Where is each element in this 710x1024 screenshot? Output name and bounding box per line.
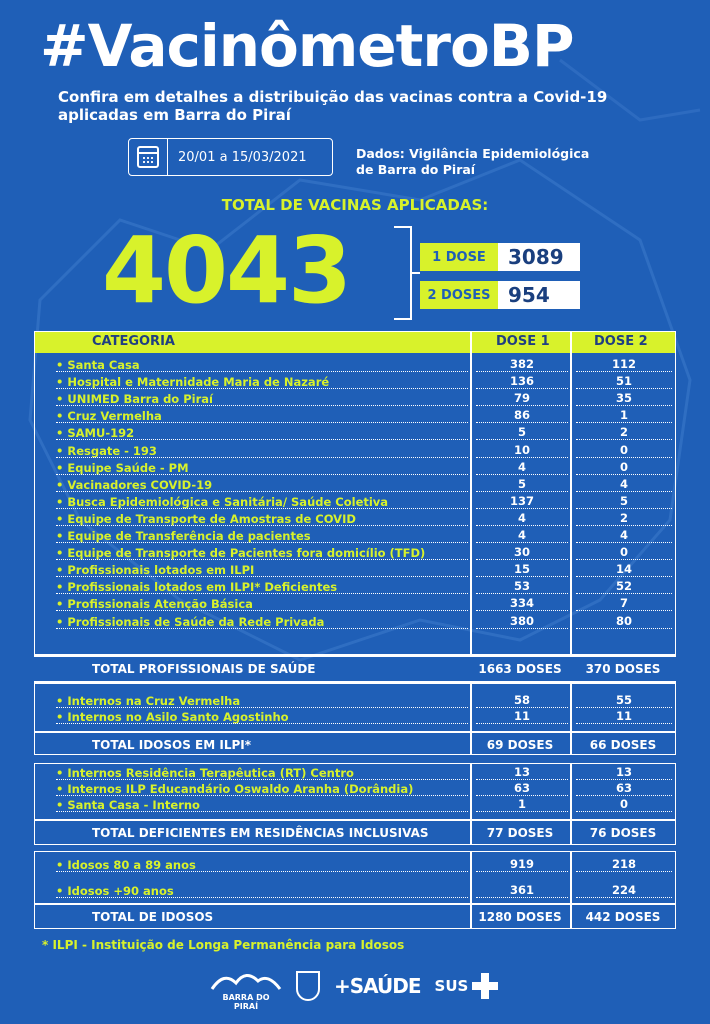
row-dose2: 1	[619, 408, 628, 423]
page-subtitle: Confira em detalhes a distribuição das vacinas contra a Covid-19 aplicadas em Barra do Piraí	[58, 88, 608, 124]
row-dose1: 4	[517, 528, 526, 542]
table-row	[34, 709, 676, 725]
row-dose1: 5	[517, 476, 526, 491]
total-label: TOTAL IDOSOS EM ILPI*	[92, 738, 252, 752]
row-dose2: 11	[615, 709, 632, 723]
page-title: #VacinômetroBP	[40, 12, 574, 80]
dose1-summary	[420, 243, 580, 271]
row-category: • Equipe de Transferência de pacientes	[56, 529, 311, 543]
row-category: • Profissionais lotados em ILPI	[56, 563, 255, 578]
table-row	[34, 511, 676, 527]
row-category: • Equipe de Transporte de Pacientes fora domicílio (TFD)	[56, 546, 426, 561]
row-dose1: 11	[513, 709, 530, 723]
total-dose1: 69 DOSES	[486, 738, 554, 752]
row-category: • Internos no Asilo Santo Agostinho	[56, 710, 289, 724]
date-range-box	[128, 138, 333, 176]
row-dose1: 53	[513, 579, 530, 594]
row-category: • Resgate - 193	[56, 443, 157, 458]
row-dose1: 361	[509, 883, 534, 897]
row-dose2: 0	[619, 797, 628, 811]
row-dose2: 7	[619, 596, 628, 611]
table-row	[34, 357, 676, 373]
total-label: TOTAL DE VACINAS APLICADAS:	[221, 196, 489, 214]
row-dose2: 52	[615, 579, 632, 594]
dose1-value: 3089	[498, 243, 580, 271]
dose2-label: 2 DOSES	[420, 281, 498, 309]
row-dose2: 2	[619, 425, 628, 440]
table-row	[34, 477, 676, 493]
row-category: • Internos ILP Educandário Oswaldo Aranha (Dorândia)	[56, 782, 414, 796]
row-dose1: 136	[509, 374, 534, 389]
total-dose2: 442 DOSES	[585, 910, 661, 924]
col-dose1: DOSE 1	[496, 334, 550, 349]
total-vaccines: 4043	[102, 217, 351, 324]
row-dose1: 4	[517, 510, 526, 525]
table-row	[34, 781, 676, 797]
table-row	[34, 425, 676, 441]
row-category: • Vacinadores COVID-19	[56, 477, 213, 492]
table-row	[34, 883, 676, 899]
row-dose2: 51	[615, 374, 632, 389]
table-row	[34, 614, 676, 630]
row-dose1: 919	[509, 857, 534, 871]
row-dose1: 30	[513, 545, 530, 560]
total-dose2: 370 DOSES	[585, 662, 661, 676]
barra-do-pirai-logo: BARRA DO PIRAÍ	[210, 969, 282, 1003]
footnote: * ILPI - Instituição de Longa Permanência para Idosos	[42, 938, 405, 952]
col-dose2: DOSE 2	[594, 334, 648, 349]
row-dose2: 63	[615, 781, 632, 795]
table-row	[34, 374, 676, 390]
table-row	[34, 443, 676, 459]
row-category: • Equipe de Transporte de Amostras de COVID	[56, 511, 356, 526]
total-label: TOTAL DEFICIENTES EM RESIDÊNCIAS INCLUSIVAS	[92, 826, 429, 840]
row-category: • Equipe Saúde - PM	[56, 460, 189, 475]
total-dose1: 1663 DOSES	[478, 662, 562, 676]
table-row	[34, 391, 676, 407]
table-row	[34, 596, 676, 612]
table-row	[34, 797, 676, 813]
total-dose1: 77 DOSES	[486, 826, 554, 840]
row-dose1: 13	[513, 765, 530, 779]
row-dose1: 5	[517, 425, 526, 440]
row-category: • Busca Epidemiológica e Sanitária/ Saúde Coletiva	[56, 494, 389, 509]
dose2-summary	[420, 281, 580, 309]
total-row	[34, 821, 676, 845]
row-dose2: 4	[619, 528, 628, 542]
row-dose2: 0	[619, 545, 628, 560]
row-dose1: 10	[513, 442, 530, 457]
row-dose1: 58	[513, 693, 530, 707]
col-category: CATEGORIA	[92, 334, 175, 349]
row-dose2: 55	[615, 693, 632, 707]
table-row	[34, 579, 676, 595]
row-dose1: 137	[509, 493, 534, 508]
row-dose1: 63	[513, 781, 530, 795]
row-dose2: 5	[619, 493, 628, 508]
row-dose1: 380	[509, 613, 534, 628]
row-dose2: 112	[611, 357, 636, 371]
dose1-label: 1 DOSE	[420, 243, 498, 271]
total-dose2: 76 DOSES	[589, 826, 657, 840]
row-category: • Santa Casa - Interno	[56, 798, 200, 812]
total-label: TOTAL DE IDOSOS	[92, 910, 214, 924]
saude-logo: +SAÚDE	[334, 974, 421, 998]
row-dose2: 218	[611, 857, 636, 871]
logos	[210, 966, 510, 1011]
row-category: • Idosos +90 anos	[56, 884, 174, 898]
row-dose2: 2	[619, 510, 628, 525]
sus-logo: SUS	[435, 973, 499, 999]
date-range: 20/01 a 15/03/2021	[178, 149, 307, 165]
table-row	[34, 494, 676, 510]
row-dose2: 35	[615, 391, 632, 406]
calendar-icon	[137, 146, 159, 168]
row-dose2: 13	[615, 765, 632, 779]
total-row	[34, 733, 676, 757]
row-dose2: 80	[615, 613, 632, 628]
data-source: Dados: Vigilância Epidemiológica de Barra do Piraí	[356, 146, 590, 177]
row-category: • Santa Casa	[56, 358, 140, 372]
table-row	[34, 528, 676, 544]
table-row	[34, 857, 676, 873]
row-category: • Profissionais lotados em ILPI* Deficientes	[56, 580, 338, 595]
row-dose1: 86	[513, 408, 530, 423]
row-category: • UNIMED Barra do Piraí	[56, 392, 213, 407]
row-category: • Profissionais Atenção Básica	[56, 597, 253, 612]
row-dose1: 382	[509, 357, 534, 371]
total-dose1: 1280 DOSES	[478, 910, 562, 924]
row-category: • SAMU-192	[56, 426, 135, 441]
row-dose1: 4	[517, 459, 526, 474]
city-seal-icon	[296, 971, 320, 1001]
total-label: TOTAL PROFISSIONAIS DE SAÚDE	[92, 662, 316, 676]
row-category: • Internos Residência Terapêutica (RT) Centro	[56, 766, 354, 780]
row-dose2: 14	[615, 562, 632, 577]
table-row	[34, 562, 676, 578]
row-category: • Profissionais de Saúde da Rede Privada	[56, 614, 325, 629]
table-row	[34, 693, 676, 709]
row-dose1: 1	[517, 797, 526, 811]
table-row	[34, 765, 676, 781]
row-dose1: 79	[513, 391, 530, 406]
row-dose2: 0	[619, 459, 628, 474]
row-category: • Cruz Vermelha	[56, 409, 162, 424]
row-dose2: 0	[619, 442, 628, 457]
table-row	[34, 545, 676, 561]
table-row	[34, 460, 676, 476]
total-dose2: 66 DOSES	[589, 738, 657, 752]
row-category: • Idosos 80 a 89 anos	[56, 858, 196, 872]
row-category: • Internos na Cruz Vermelha	[56, 694, 241, 708]
row-dose2: 224	[611, 883, 636, 897]
bracket	[394, 226, 412, 320]
total-row	[34, 657, 676, 681]
row-dose1: 15	[513, 562, 530, 577]
table-row	[34, 408, 676, 424]
total-row	[34, 905, 676, 929]
sus-cross-icon	[472, 973, 498, 999]
row-dose1: 334	[509, 596, 534, 611]
row-category: • Hospital e Maternidade Maria de Nazaré	[56, 375, 330, 390]
row-dose2: 4	[619, 476, 628, 491]
dose2-value: 954	[498, 281, 580, 309]
